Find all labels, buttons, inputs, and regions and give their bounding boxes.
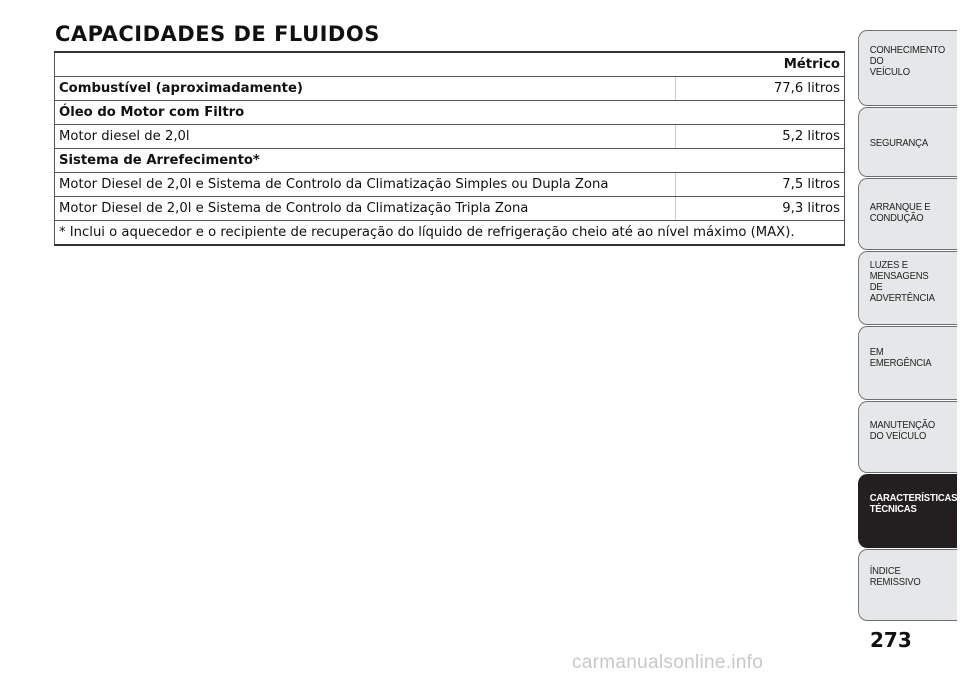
tab-em-emergencia[interactable] (858, 326, 957, 400)
table-row (55, 101, 845, 125)
table-header-value: Métrico (676, 52, 845, 77)
table-row (55, 197, 845, 221)
tab-label: CONHECIMENTO (869, 44, 946, 56)
row-value: 9,3 litros (676, 197, 845, 221)
fluid-capacities-table (54, 51, 845, 246)
table-row (55, 77, 845, 101)
row-value: 5,2 litros (676, 125, 845, 149)
tab-label: MENSAGENS (869, 270, 929, 282)
row-section-label: Sistema de Arrefecimento* (55, 149, 845, 173)
tab-label: VEÍCULO (869, 66, 910, 78)
tab-label: DO (869, 55, 884, 67)
page-title: CAPACIDADES DE FLUIDOS (55, 22, 380, 46)
row-label: Combustível (aproximadamente) (55, 77, 676, 101)
tab-label: DE (869, 281, 883, 293)
tab-label: EMERGÊNCIA (869, 357, 932, 369)
tab-label: EM (869, 346, 884, 358)
tab-seguranca[interactable] (858, 107, 957, 177)
table-header-row (55, 52, 845, 77)
table-row (55, 149, 845, 173)
table-note-row (55, 221, 845, 246)
tab-label: CARACTERÍSTICAS (869, 492, 958, 504)
tab-label: LUZES E (869, 259, 908, 271)
tab-label: SEGURANÇA (869, 137, 928, 149)
tab-arranque-e-conducao[interactable] (858, 178, 957, 250)
tab-conhecimento-do-veiculo[interactable] (858, 30, 957, 106)
table-row (55, 125, 845, 149)
tab-label: REMISSIVO (869, 576, 921, 588)
table-note: * Inclui o aquecedor e o recipiente de recuperação do líquido de refrigeração cheio até ao nível máximo (MAX). (55, 221, 845, 246)
tab-label: MANUTENÇÃO (869, 419, 936, 431)
page-number: 273 (870, 628, 912, 652)
row-label: Motor Diesel de 2,0l e Sistema de Controlo da Climatização Tripla Zona (55, 197, 676, 221)
row-section-label: Óleo do Motor com Filtro (55, 101, 845, 125)
tab-indice-remissivo[interactable] (858, 549, 957, 621)
tab-label: ARRANQUE E (869, 201, 931, 213)
tab-luzes-e-mensagens[interactable] (858, 251, 957, 325)
tab-label: TÉCNICAS (869, 503, 917, 515)
row-value: 77,6 litros (676, 77, 845, 101)
tab-caracteristicas-tecnicas[interactable] (858, 474, 957, 548)
tab-label: DO VEÍCULO (869, 430, 927, 442)
row-label: Motor diesel de 2,0l (55, 125, 676, 149)
row-value: 7,5 litros (676, 173, 845, 197)
tab-label: ÍNDICE (869, 565, 901, 577)
table-row (55, 173, 845, 197)
tab-label: ADVERTÊNCIA (869, 292, 935, 304)
tab-label: CONDUÇÃO (869, 212, 924, 224)
watermark: carmanualsonline.info (572, 652, 764, 673)
row-label: Motor Diesel de 2,0l e Sistema de Controlo da Climatização Simples ou Dupla Zona (55, 173, 676, 197)
table-header-label (55, 52, 676, 77)
tab-manutencao-do-veiculo[interactable] (858, 401, 957, 473)
